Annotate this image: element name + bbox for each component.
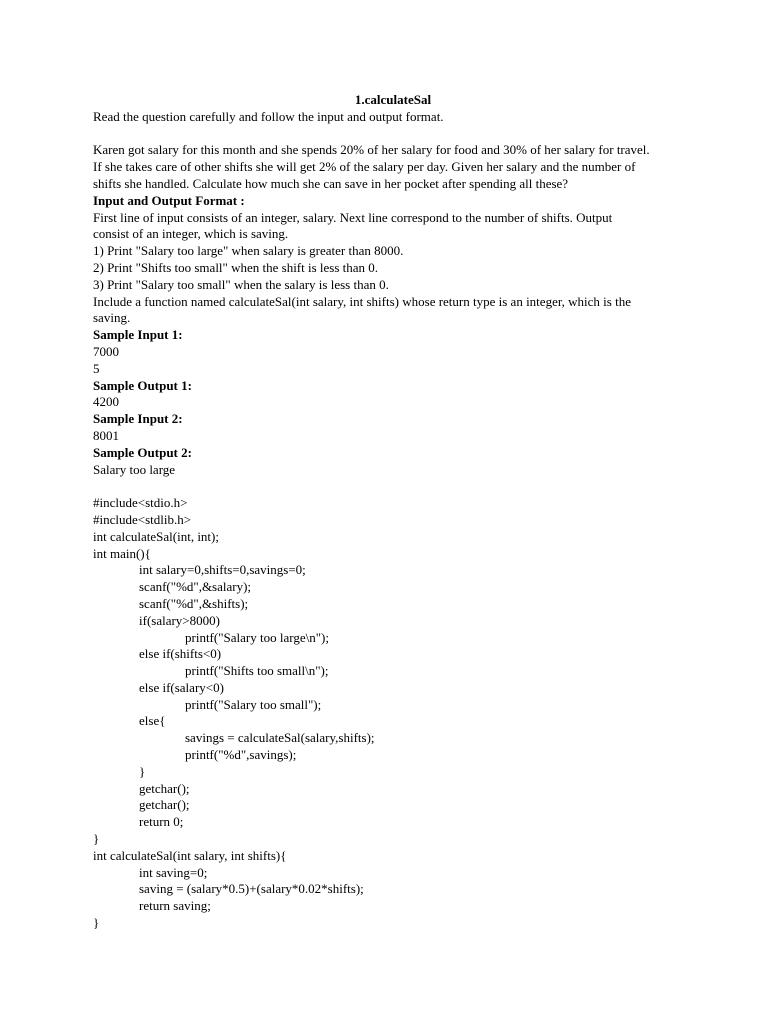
code-line: printf("Salary too small");	[185, 696, 322, 712]
code-line: }	[139, 763, 146, 779]
code-line: #include<stdio.h>	[93, 495, 188, 511]
code-line: getchar();	[139, 780, 190, 796]
code-line: #include<stdlib.h>	[93, 511, 192, 527]
code-line: int calculateSal(int, int);	[93, 528, 219, 544]
code-line: return saving;	[139, 898, 211, 914]
code-line: printf("%d",savings);	[185, 747, 297, 763]
code-line: else if(shifts<0)	[139, 646, 222, 662]
sample-output-1-line: 4200	[93, 394, 119, 410]
problem-line: If she takes care of other shifts she will get 2% of the salary per day. Given her salary and the number of	[93, 159, 636, 175]
sample-output-2-heading: Sample Output 2:	[93, 444, 192, 460]
code-line: int calculateSal(int salary, int shifts){	[93, 847, 287, 863]
io-line: consist of an integer, which is saving.	[93, 226, 289, 242]
document-page	[93, 92, 693, 932]
code-line: else if(salary<0)	[139, 679, 224, 695]
code-line: saving = (salary*0.5)+(salary*0.02*shifts);	[139, 881, 364, 897]
code-line: int main(){	[93, 545, 151, 561]
code-line: }	[93, 831, 100, 847]
problem-line: Karen got salary for this month and she spends 20% of her salary for food and 30% of her salary for travel.	[93, 142, 650, 158]
sample-input-1-heading: Sample Input 1:	[93, 327, 183, 343]
code-line: printf("Salary too large\n");	[185, 629, 329, 645]
code-line: printf("Shifts too small\n");	[185, 663, 329, 679]
code-line: else{	[139, 713, 166, 729]
io-line: saving.	[93, 310, 131, 326]
sample-input-2-heading: Sample Input 2:	[93, 411, 183, 427]
spacer	[93, 126, 693, 143]
sample-input-1-line: 5	[93, 360, 100, 376]
code-line: getchar();	[139, 797, 190, 813]
io-format-heading: Input and Output Format :	[93, 192, 245, 208]
code-listing	[93, 495, 693, 932]
problem-statement	[93, 142, 693, 192]
sample-output-1-heading: Sample Output 1:	[93, 377, 192, 393]
code-line: }	[93, 915, 100, 931]
instruction-text: Read the question carefully and follow the input and output format.	[93, 108, 444, 124]
spacer	[93, 478, 693, 495]
io-line: Include a function named calculateSal(int salary, int shifts) whose return type is an integer, which is the	[93, 293, 631, 309]
code-line: return 0;	[139, 814, 184, 830]
code-line: scanf("%d",&salary);	[139, 579, 252, 595]
code-line: int saving=0;	[139, 864, 208, 880]
io-line: 3) Print "Salary too small" when the salary is less than 0.	[93, 276, 389, 292]
code-line: if(salary>8000)	[139, 612, 220, 628]
code-line: scanf("%d",&shifts);	[139, 595, 249, 611]
io-line: First line of input consists of an integer, salary. Next line correspond to the number of shifts. Output	[93, 209, 613, 225]
io-line: 2) Print "Shifts too small" when the shift is less than 0.	[93, 259, 379, 275]
sample-input-2-line: 8001	[93, 427, 119, 443]
sample-input-1-line: 7000	[93, 343, 119, 359]
problem-line: shifts she handled. Calculate how much she can save in her pocket after spending all these?	[93, 175, 569, 191]
code-line: savings = calculateSal(salary,shifts);	[185, 730, 375, 746]
io-format-text	[93, 210, 693, 328]
sample-output-2-line: Salary too large	[93, 461, 176, 477]
code-line: int salary=0,shifts=0,savings=0;	[139, 562, 306, 578]
samples-section	[93, 327, 693, 478]
io-line: 1) Print "Salary too large" when salary is greater than 8000.	[93, 243, 404, 259]
page-title: 1.calculateSal	[354, 92, 432, 107]
